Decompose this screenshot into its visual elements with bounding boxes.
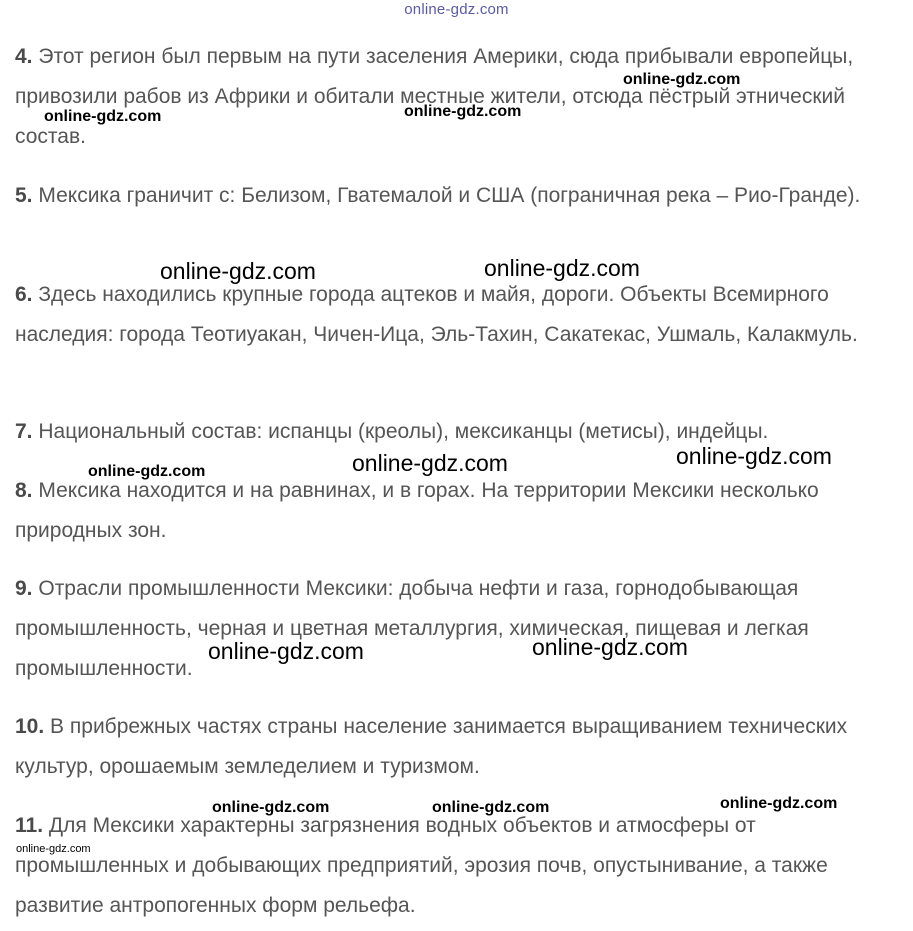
answer-number: 5. (15, 184, 33, 207)
answer-number: 9. (15, 577, 33, 600)
watermark: online-gdz.com (16, 843, 91, 855)
watermark: online-gdz.com (208, 638, 364, 664)
watermark: online-gdz.com (404, 103, 522, 120)
answer-text: Этот регион был первым на пути заселения Америки, сюда прибывали европейцы, привозили рабов из Африки и обитали местные жители, отсюда пёстрый этнический состав. (15, 45, 854, 148)
watermark: online-gdz.com (720, 795, 838, 812)
answer-number: 7. (15, 420, 33, 443)
watermark: online-gdz.com (352, 450, 508, 476)
watermark: online-gdz.com (160, 258, 316, 284)
watermark: online-gdz.com (484, 255, 640, 281)
watermark: online-gdz.com (212, 799, 330, 816)
answer-number: 4. (15, 45, 33, 68)
answer-11 (15, 806, 910, 926)
answer-text: Мексика находится и на равнинах, и в горах. На территории Мексики несколько природных зон. (15, 479, 819, 542)
answer-number: 8. (15, 479, 33, 502)
answer-10 (15, 707, 910, 787)
answer-5 (15, 176, 910, 216)
answer-text: Для Мексики характерны загрязнения водных объектов и атмосферы от промышленных и добывающих предприятий, эрозия почв, опустынивание, а также развитие антропогенных форм рельефа. (15, 814, 828, 917)
answer-text: Национальный состав: испанцы (креолы), мексиканцы (метисы), индейцы. (38, 420, 769, 443)
answer-6 (15, 275, 910, 355)
answer-text: Отрасли промышленности Мексики: добыча нефти и газа, горнодобывающая промышленность, черная и цветная металлургия, химическая, пищевая и легкая промышленности. (15, 577, 809, 680)
answer-number: 11. (15, 814, 44, 837)
answer-text: Мексика граничит с: Белизом, Гватемалой и США (пограничная река – Рио-Гранде). (38, 184, 861, 207)
answer-text: Здесь находились крупные города ацтеков и майя, дороги. Объекты Всемирного наследия: города Теотиуакан, Чичен-Ица, Эль-Тахин, Сакатекас, Ушмаль, Калакмуль. (15, 283, 858, 346)
watermark: online-gdz.com (432, 799, 550, 816)
answer-7 (15, 412, 910, 452)
watermark: online-gdz.com (623, 71, 741, 88)
answer-number: 6. (15, 283, 33, 306)
watermark: online-gdz.com (676, 443, 832, 469)
header-watermark: online-gdz.com (404, 1, 509, 18)
answer-text: В прибрежных частях страны население занимается выращиванием технических культур, орошаемым земледелием и туризмом. (15, 715, 848, 778)
watermark: online-gdz.com (532, 634, 688, 660)
answer-8 (15, 471, 910, 551)
watermark: online-gdz.com (44, 108, 162, 125)
watermark: online-gdz.com (88, 463, 206, 480)
answer-4 (15, 37, 910, 157)
answer-number: 10. (15, 715, 45, 738)
answer-9 (15, 569, 910, 689)
